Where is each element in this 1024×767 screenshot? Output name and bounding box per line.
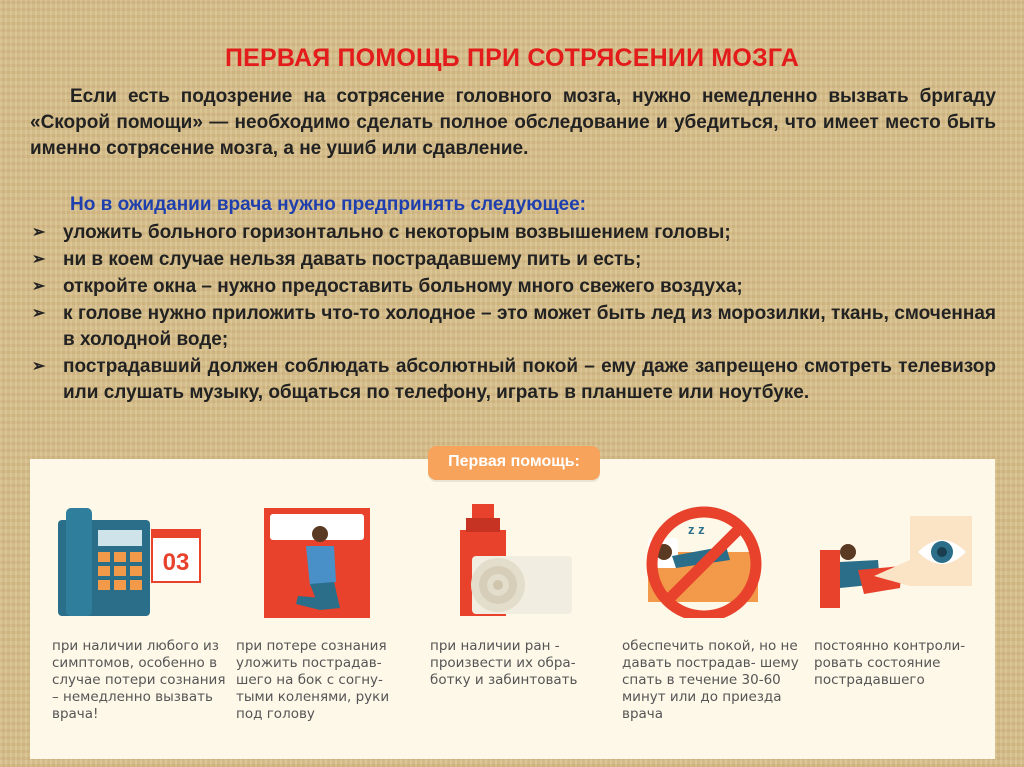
- card-caption: при наличии любого из симптомов, особенно в случае потери сознания – немедленно вызвать врача!: [52, 638, 226, 722]
- intro-paragraph: Если есть подозрение на сотрясение головного мозга, нужно немедленно вызвать бригаду «Скорой помощи» — необходимо сделать полное обследование и убедиться, что имеет место быть именно сотрясение мозга, а не ушиб или сдавление.: [30, 86, 996, 159]
- sleep-text: z z: [688, 522, 705, 537]
- card-caption: при наличии ран - произвести их обра- ботку и забинтовать: [430, 638, 578, 688]
- arrow-bullet-icon: ➢: [32, 305, 46, 322]
- list-item: ➢ к голове нужно приложить что-то холодное – это может быть лед из морозилки, ткань, смоченная в холодной воде;: [32, 303, 996, 350]
- no-sleep-icon: [622, 490, 802, 618]
- first-aid-list: [30, 220, 996, 407]
- list-item: ➢ пострадавший должен соблюдать абсолютный покой – ему даже запрещено смотреть телевизор или слушать музыку, общаться по телефону, играть в планшете или ноутбуке.: [32, 356, 996, 403]
- card-caption: постоянно контроли- ровать состояние пострадавшего: [814, 638, 966, 688]
- list-item: ➢ откройте окна – нужно предоставить больному много свежего воздуха;: [30, 274, 996, 300]
- list-item: ➢ ни в коем случае нельзя давать пострадавшему пить и есть;: [30, 247, 996, 273]
- wait-instructions: Но в ожидании врача нужно предпринять следующее:: [70, 194, 587, 215]
- card-caption: при потере сознания уложить пострадав- шего на бок с согну- тыми коленями, руки под голову: [236, 638, 390, 722]
- monitoring-icon: [814, 490, 994, 618]
- arrow-bullet-icon: ➢: [32, 224, 46, 241]
- recovery-position-icon: [236, 490, 416, 618]
- arrow-bullet-icon: ➢: [32, 358, 46, 375]
- phone-icon: [52, 490, 232, 618]
- arrow-bullet-icon: ➢: [32, 278, 46, 295]
- bandage-icon: [430, 490, 610, 618]
- list-item: ➢ уложить больного горизонтально с некоторым возвышением головы;: [30, 220, 996, 246]
- card-caption: обеспечить покой, но не давать пострадав- шему спать в течение 30-60 минут или до приезда врача: [622, 638, 799, 722]
- phone-display-text: 03: [162, 549, 190, 576]
- slide-title: ПЕРВАЯ ПОМОЩЬ ПРИ СОТРЯСЕНИИ МОЗГА: [225, 44, 799, 72]
- arrow-bullet-icon: ➢: [32, 251, 46, 268]
- infographic-badge: Первая помощь:: [428, 446, 600, 480]
